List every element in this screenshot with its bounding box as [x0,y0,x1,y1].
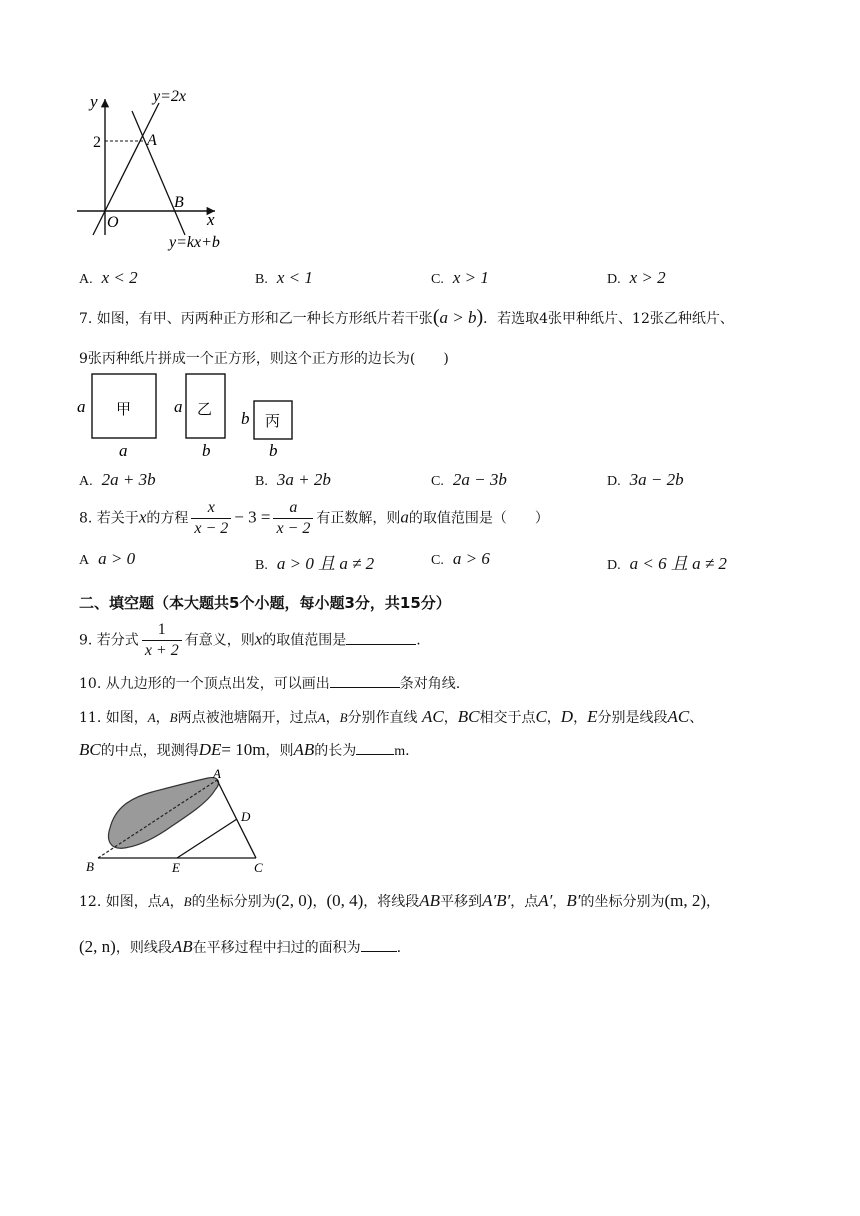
q12-question-line2: (2, n)，则线段AB在平移过程中扫过的面积为 . [79,937,402,956]
label-e: E [172,860,180,875]
yi-bottom-b: b [202,441,211,460]
point-b-label: B [174,194,184,211]
q8-option-b[interactable]: B. a > 0 且 a ≠ 2 [255,554,375,573]
q9-fraction: $\frac{1}{x + 2}$ [142,621,182,660]
point-a-label: A [147,132,157,149]
line1-label: y=2x [153,88,186,105]
q6-option-b[interactable]: B. x < 1 [255,268,313,287]
label-a: A [213,768,221,781]
line-y2x [93,103,159,235]
pond-shape [109,778,219,849]
x-axis-label: x [207,210,215,229]
label-d: D [241,809,251,824]
q12-answer-blank[interactable] [361,939,397,952]
q11-pond-figure [80,768,270,876]
q9-answer-blank[interactable] [346,632,416,645]
line2-label: y=kx+b [169,234,220,251]
section-heading: 二、填空题（本大题共5个小题，每小题3分，共15分） [79,594,451,612]
segment-de [177,819,237,858]
q8-option-c[interactable]: C. a > 6 [431,549,490,568]
q8-question: 8. 若关于x的方程 $\frac{x}{x - 2}$ − 3 = $\frac{a}{x - 2}$ 有正数解，则a的取值范围是（ ） [79,499,549,537]
q8-option-a[interactable]: A a > 0 [79,549,136,568]
q7-option-c[interactable]: C. 2a − 3b [431,470,507,489]
q7-condition: a > b [439,308,477,327]
y-axis-label: y [90,92,98,111]
label-c: C [254,860,263,875]
q6-option-d[interactable]: D. x > 2 [607,268,666,287]
q8-fraction-right: $\frac{a}{x - 2}$ [273,499,313,538]
yi-side-a: a [174,397,183,416]
jia-side-a: a [77,397,86,416]
label-b: B [86,859,94,874]
jia-label: 甲 [116,400,132,418]
bing-side-b: b [241,409,250,428]
q8-option-d[interactable]: D. a < 6 且 a ≠ 2 [607,554,727,573]
tick-2-label: 2 [93,134,101,151]
q8-options [79,549,779,571]
q7-options [79,470,779,492]
q6-graph-figure [75,85,250,255]
q11-answer-blank[interactable] [356,742,394,755]
origin-label: O [107,214,119,231]
jia-bottom-a: a [119,441,128,460]
q11-question-line2: BC的中点，现测得DE= 10m，则AB的长为 m. [79,740,410,759]
q7-option-d[interactable]: D. 3a − 2b [607,470,684,489]
q10-answer-blank[interactable] [330,675,400,688]
q11-question-line1: 11. 如图，A，B两点被池塘隔开，过点A，B分别作直线 AC，BC相交于点C，D，E分别是线段AC、 [79,707,704,726]
q7-option-a[interactable]: A. 2a + 3b [79,470,156,489]
q7-question-line2: 9张丙种纸片拼成一个正方形，则这个正方形的边长为( ) [79,351,449,367]
q7-question-line1: 7. 如图，有甲、丙两种正方形和乙一种长方形纸片若干张(a > b)．若选取4张甲种纸片、12张乙种纸片、 [79,306,734,328]
q6-option-a[interactable]: A. x < 2 [79,268,138,287]
q12-question-line1: 12. 如图，点A，B的坐标分别为(2, 0)，(0, 4)，将线段AB平移到A′B′，点A′，B′的坐标分别为(m, 2)， [79,891,721,910]
line-ykxb [132,111,185,235]
q7-paper-figure [75,368,315,460]
q6-option-c[interactable]: C. x > 1 [431,268,489,287]
q10-question: 10. 从九边形的一个顶点出发，可以画出 条对角线. [79,676,461,692]
q9-question: 9. 若分式 $\frac{1}{x + 2}$ 有意义，则x的取值范围是 . [79,621,421,659]
bing-label: 丙 [265,412,281,430]
q7-option-b[interactable]: B. 3a + 2b [255,470,331,489]
q8-fraction-left: $\frac{x}{x - 2}$ [191,499,231,538]
yi-label: 乙 [197,400,213,418]
bing-bottom-b: b [269,441,278,460]
q6-options [79,268,779,290]
